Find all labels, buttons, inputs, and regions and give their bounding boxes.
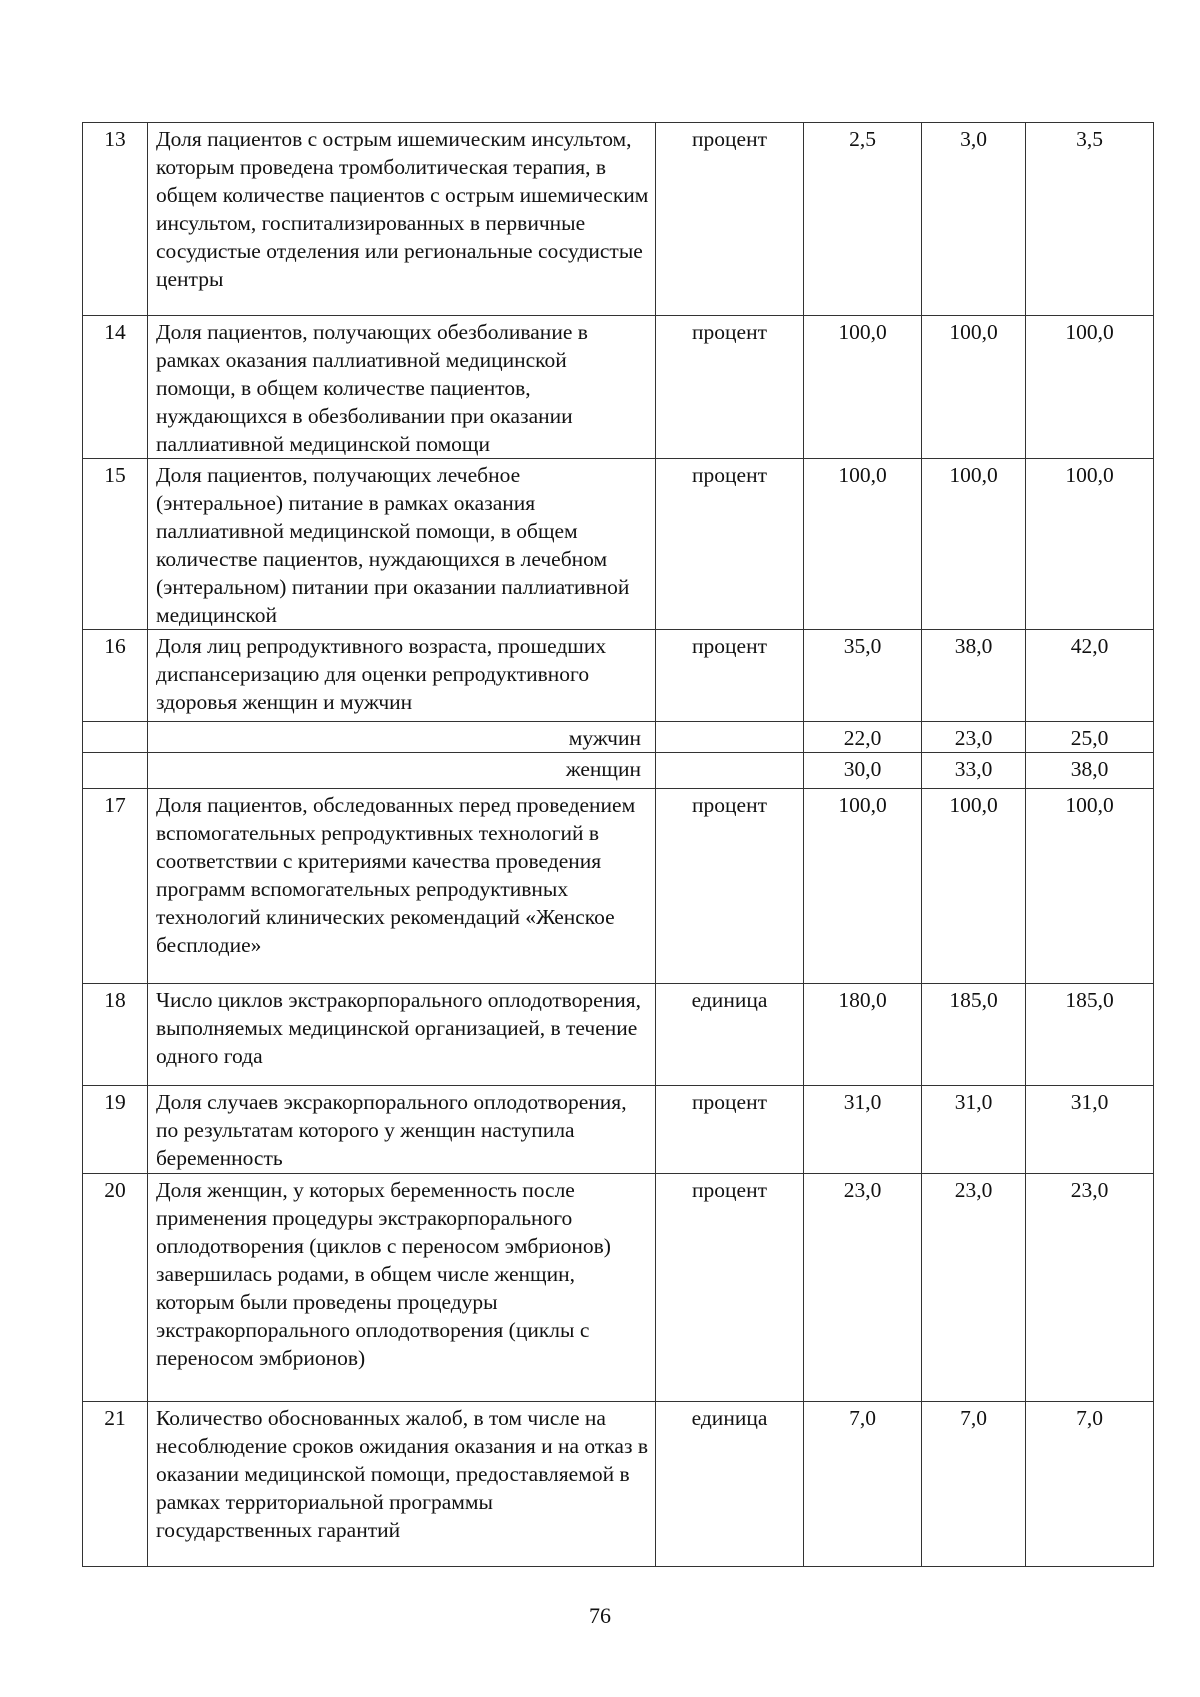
indicator-description: Число циклов экстракорпорального оплодотворения, выполняемых медицинской организацией, в течение одного года [148,984,656,1086]
unit-cell: процент [656,123,804,316]
value-cell-3: 23,0 [1026,1174,1154,1402]
table-row [83,1174,1154,1402]
value-cell-2: 7,0 [922,1402,1026,1567]
value-cell-1: 100,0 [804,789,922,984]
indicator-description: Количество обоснованных жалоб, в том числе на несоблюдение сроков ожидания оказания и на отказ в оказании медицинской помощи, предоставляемой в рамках территориальной программы государственных гарантий [148,1402,656,1567]
value-cell-1: 31,0 [804,1086,922,1174]
value-cell-3: 100,0 [1026,459,1154,630]
unit-cell: процент [656,459,804,630]
indicator-description: Доля женщин, у которых беременность после применения процедуры экстракорпорального оплодотворения (циклов с переносом эмбрионов) завершилась родами, в общем числе женщин, которым были проведены процедуры экстракорпорального оплодотворения (циклы с переносом эмбрионов) [148,1174,656,1402]
indicator-description: Доля пациентов, обследованных перед проведением вспомогательных репродуктивных технологий в соответствии с критериями качества проведения программ вспомогательных репродуктивных технологий клинических рекомендаций «Женское бесплодие» [148,789,656,984]
table-row [83,1086,1154,1174]
value-cell-1: 30,0 [804,753,922,789]
indicator-description: Доля пациентов, получающих лечебное (энтеральное) питание в рамках оказания паллиативной медицинской помощи, в общем количестве пациентов, нуждающихся в лечебном (энтеральном) питании при оказании паллиативной медицинской [148,459,656,630]
table-row [83,984,1154,1086]
table-row [83,722,1154,753]
row-number: 18 [83,984,148,1086]
value-cell-2: 100,0 [922,789,1026,984]
value-cell-2: 23,0 [922,722,1026,753]
unit-cell: процент [656,1174,804,1402]
indicator-description: Доля пациентов с острым ишемическим инсультом, которым проведена тромболитическая терапия, в общем количестве пациентов с острым ишемическим инсультом, госпитализированных в первичные сосудистые отделения или региональные сосудистые центры [148,123,656,316]
value-cell-2: 185,0 [922,984,1026,1086]
unit-cell: процент [656,1086,804,1174]
value-cell-3: 100,0 [1026,316,1154,459]
value-cell-3: 25,0 [1026,722,1154,753]
row-number: 16 [83,630,148,722]
table-row [83,123,1154,316]
unit-cell [656,722,804,753]
value-cell-1: 2,5 [804,123,922,316]
unit-cell: процент [656,630,804,722]
row-number: 15 [83,459,148,630]
unit-cell: процент [656,789,804,984]
value-cell-3: 100,0 [1026,789,1154,984]
value-cell-3: 7,0 [1026,1402,1154,1567]
indicator-description: Доля пациентов, получающих обезболивание в рамках оказания паллиативной медицинской помощи, в общем количестве пациентов, нуждающихся в обезболивании при оказании паллиативной медицинской помощи [148,316,656,459]
value-cell-2: 38,0 [922,630,1026,722]
indicator-table [82,122,1154,1567]
row-number [83,722,148,753]
value-cell-2: 100,0 [922,316,1026,459]
unit-cell [656,753,804,789]
table-row [83,459,1154,630]
value-cell-2: 23,0 [922,1174,1026,1402]
indicator-description: Доля лиц репродуктивного возраста, прошедших диспансеризацию для оценки репродуктивного здоровья женщин и мужчин [148,630,656,722]
value-cell-2: 3,0 [922,123,1026,316]
row-number: 17 [83,789,148,984]
indicator-description: мужчин [148,722,656,753]
unit-cell: единица [656,984,804,1086]
unit-cell: процент [656,316,804,459]
row-number [83,753,148,789]
row-number: 21 [83,1402,148,1567]
table-row [83,316,1154,459]
value-cell-1: 100,0 [804,459,922,630]
table-row [83,630,1154,722]
value-cell-3: 42,0 [1026,630,1154,722]
row-number: 20 [83,1174,148,1402]
row-number: 13 [83,123,148,316]
table-row [83,789,1154,984]
table-row [83,753,1154,789]
table-row [83,1402,1154,1567]
value-cell-1: 7,0 [804,1402,922,1567]
value-cell-3: 3,5 [1026,123,1154,316]
indicator-description: Доля случаев эксракорпорального оплодотворения, по результатам которого у женщин наступила беременность [148,1086,656,1174]
value-cell-2: 100,0 [922,459,1026,630]
value-cell-2: 33,0 [922,753,1026,789]
indicator-table-body [83,123,1154,1567]
value-cell-1: 35,0 [804,630,922,722]
value-cell-1: 100,0 [804,316,922,459]
value-cell-1: 180,0 [804,984,922,1086]
unit-cell: единица [656,1402,804,1567]
value-cell-3: 185,0 [1026,984,1154,1086]
page-number: 76 [589,1603,611,1628]
value-cell-1: 22,0 [804,722,922,753]
value-cell-1: 23,0 [804,1174,922,1402]
indicator-description: женщин [148,753,656,789]
value-cell-3: 38,0 [1026,753,1154,789]
row-number: 19 [83,1086,148,1174]
value-cell-3: 31,0 [1026,1086,1154,1174]
row-number: 14 [83,316,148,459]
value-cell-2: 31,0 [922,1086,1026,1174]
